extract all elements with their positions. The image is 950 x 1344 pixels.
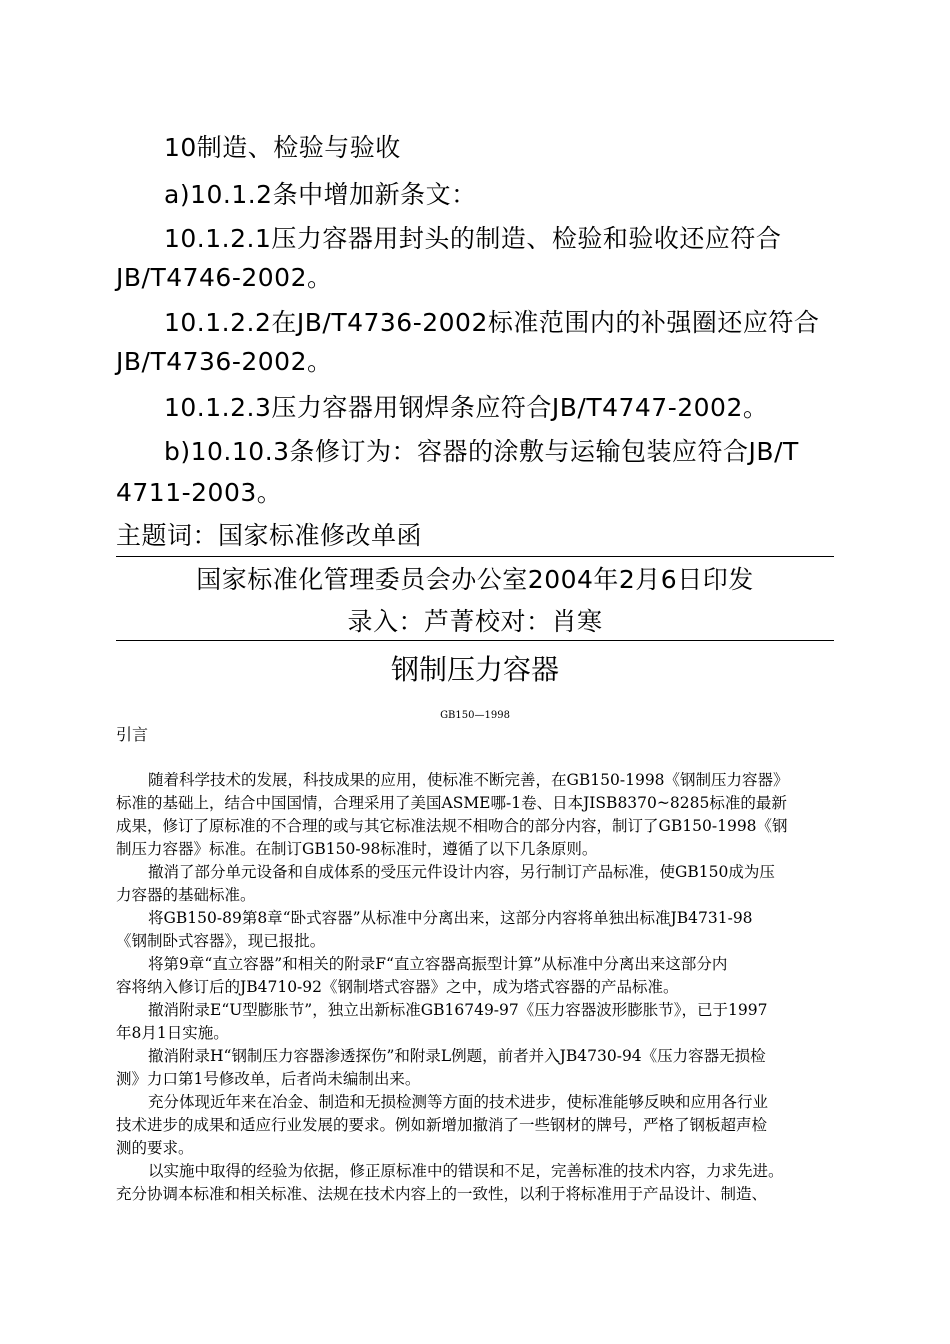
keywords: 主题词：国家标准修改单函 bbox=[116, 521, 423, 550]
text-line: 撤消附录E“U型膨胀节”，独立出新标准GB16749-97《压力容器波形膨胀节》，已于1997 bbox=[148, 1001, 768, 1019]
text-line: 年8月1日实施。 bbox=[116, 1024, 229, 1042]
entry-proof-line: 录入：芦菁校对：肖寒 bbox=[347, 607, 603, 636]
text-line: 测》力口第1号修改单，后者尚未编制出来。 bbox=[116, 1070, 421, 1088]
divider-bottom bbox=[116, 640, 834, 641]
text-line: 成果，修订了原标准的不合理的或与其它标准法规不相吻合的部分内容，制订了GB150-1998《钢 bbox=[116, 817, 788, 835]
clause-10-1-2-1-cont: JB/T4746-2002。 bbox=[116, 263, 333, 292]
text-line: 测的要求。 bbox=[116, 1139, 194, 1157]
text-line: 标准的基础上，结合中国国情，合理采用了美国ASME哪-1卷、日本JISB8370~8285标准的最新 bbox=[116, 794, 787, 812]
section-heading: 10制造、检验与验收 bbox=[164, 133, 401, 162]
text-line: 《钢制卧式容器》，现已报批。 bbox=[116, 932, 326, 950]
amendment-item-b-cont: 4711-2003。 bbox=[116, 478, 283, 507]
standard-title: 钢制压力容器 bbox=[390, 653, 559, 686]
issuer-line: 国家标准化管理委员会办公室2004年2月6日印发 bbox=[196, 565, 754, 594]
text-line: 撤消了部分单元设备和自成体系的受压元件设计内容，另行制订产品标准，使GB150成为压 bbox=[148, 863, 775, 881]
text-line: 技术进步的成果和适应行业发展的要求。例如新增加撤消了一些钢材的牌号，严格了钢板超声检 bbox=[116, 1116, 768, 1134]
text-line: 以实施中取得的经验为依据，修正原标准中的错误和不足，完善标准的技术内容，力求先进。 bbox=[148, 1162, 784, 1180]
text-line: 力容器的基础标准。 bbox=[116, 886, 256, 904]
text-line: 随着科学技术的发展，科技成果的应用，使标准不断完善，在GB150-1998《钢制压力容器》 bbox=[148, 771, 789, 789]
amendment-item-b: b)10.10.3条修订为：容器的涂敷与运输包装应符合JB/T bbox=[164, 437, 799, 466]
amendment-item-a: a)10.1.2条中增加新条文： bbox=[164, 180, 477, 209]
text-line: 将GB150-89第8章“卧式容器”从标准中分离出来，这部分内容将单独出标准JB4731-98 bbox=[148, 909, 753, 927]
text-line: 制压力容器》标准。在制订GB150-98标准时，遵循了以下几条原则。 bbox=[116, 840, 598, 858]
text-line: 容将纳入修订后的JB4710-92《钢制塔式容器》之中，成为塔式容器的产品标准。 bbox=[116, 978, 679, 996]
clause-10-1-2-1: 10.1.2.1压力容器用封头的制造、检验和验收还应符合 bbox=[164, 224, 782, 253]
clause-10-1-2-2: 10.1.2.2在JB/T4736-2002标准范围内的补强圈还应符合 bbox=[164, 308, 820, 337]
text-line: 将第9章“直立容器”和相关的附录F“直立容器高振型计算”从标准中分离出来这部分内 bbox=[148, 955, 728, 973]
standard-code: GB150—1998 bbox=[440, 710, 510, 721]
clause-10-1-2-2-cont: JB/T4736-2002。 bbox=[116, 347, 333, 376]
divider-top bbox=[116, 556, 834, 557]
text-line: 充分协调本标准和相关标准、法规在技术内容上的一致性，以利于将标准用于产品设计、制造、 bbox=[116, 1185, 768, 1203]
text-line: 撤消附录H“钢制压力容器渗透探伤”和附录L例题，前者并入JB4730-94《压力容器无损检 bbox=[148, 1047, 766, 1065]
text-line: 充分体现近年来在冶金、制造和无损检测等方面的技术进步，使标准能够反映和应用各行业 bbox=[148, 1093, 769, 1111]
intro-heading: 引言 bbox=[116, 725, 149, 744]
clause-10-1-2-3: 10.1.2.3压力容器用钢焊条应符合JB/T4747-2002。 bbox=[164, 393, 769, 422]
